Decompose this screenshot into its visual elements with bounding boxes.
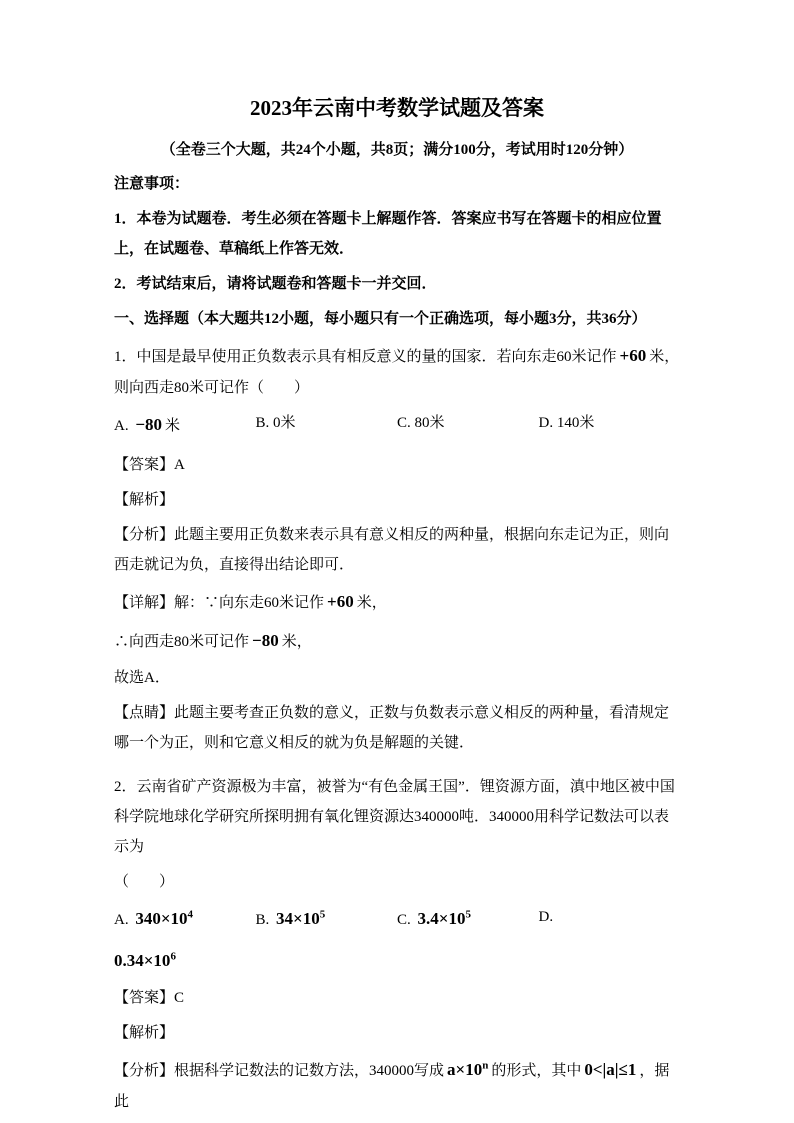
q1-option-b: B. 0米: [255, 415, 296, 431]
q1-detail-line-2: [114, 624, 680, 658]
notice-header: 注意事项：: [114, 176, 190, 192]
q2-option-b-label: B.: [255, 912, 274, 928]
q2-option-d-exponent: 6: [170, 950, 176, 963]
q2-option-a-exponent: 4: [187, 908, 194, 921]
q1-tip: 【点睛】此题主要考查正负数的意义，正数与负数表示意义相反的两种量，看清规定哪一个为正，则和它意义相反的就为负是解题的关键．: [114, 705, 670, 751]
q1-option-d: D. 140米: [538, 415, 595, 431]
q2-analysis-text-3: ，据此: [114, 1063, 670, 1110]
q1-option-a-formula: −80: [135, 415, 163, 434]
q2-answer: 【答案】C: [114, 990, 185, 1006]
q1-stem-text-2: 米，则向西走80米可记作（ ）: [114, 349, 680, 396]
question-1-stem: [114, 339, 680, 403]
q2-analysis-label: 【解析】: [114, 1025, 175, 1041]
q1-detail-text-3: ∴向西走80米可记作: [114, 634, 250, 650]
q1-detail-text-1: 【详解】解：∵向东走60米记作: [114, 595, 325, 611]
q2-analysis-formula-sci-notation: [447, 1060, 488, 1079]
q2-option-d-base: 0.34×10: [114, 951, 171, 970]
q1-option-a-unit: 米: [165, 418, 181, 434]
q2-stem-parentheses: （ ）: [114, 874, 175, 890]
q1-answer: 【答案】A: [114, 457, 185, 473]
q1-detail-line-1: [114, 585, 680, 619]
q2-option-a-formula: [135, 909, 193, 928]
question-2-stem: 2．云南省矿产资源极为丰富，被誉为“有色金属王国”．锂资源方面，滇中地区被中国科学院地球化学研究所探明拥有氧化锂资源达340000吨．340000用科学记数法可以表示为: [114, 779, 675, 855]
q2-option-d-value-line: [114, 944, 680, 978]
q2-analysis-text-1: 【分析】根据科学记数法的记数方法，340000写成: [114, 1063, 445, 1079]
q1-option-c: C. 80米: [397, 415, 445, 431]
q1-detail-text-2: 米，: [356, 595, 387, 611]
q1-options-row: [114, 408, 680, 442]
document-subtitle: （全卷三个大题，共24个小题，共8页；满分100分，考试用时120分钟）: [160, 142, 634, 158]
notice-item-1: 1．本卷为试题卷．考生必须在答题卡上解题作答．答案应书写在答题卡的相应位置上，在试题卷、草稿纸上作答无效．: [114, 211, 662, 257]
q1-detail-formula-minus-80: −80: [252, 631, 279, 650]
q2-analysis-formula-range: 0<|a|≤1: [584, 1060, 637, 1079]
q2-option-c-base: 3.4×10: [417, 909, 466, 928]
q2-option-b: [256, 902, 398, 936]
q1-option-a: [114, 408, 256, 442]
q2-option-c-label: C.: [397, 912, 415, 928]
q2-option-c-exponent: 5: [465, 908, 471, 921]
q2-analysis-text-2: 的形式，其中: [491, 1063, 582, 1079]
q2-option-a-label: A.: [114, 912, 133, 928]
q2-option-d-label-cell: [539, 902, 681, 936]
q1-option-a-label: A.: [114, 418, 133, 434]
q2-analysis-formula-exponent: n: [482, 1059, 489, 1072]
q1-detail-conclusion: 故选A．: [114, 670, 170, 686]
section-1-heading: 一、选择题（本大题共12小题，每小题只有一个正确选项，每小题3分，共36分）: [114, 311, 647, 327]
q2-option-c: [397, 902, 539, 936]
document-title: 2023年云南中考数学试题及答案: [250, 96, 544, 120]
q2-option-b-exponent: 5: [319, 908, 326, 921]
q2-option-d-label: D.: [538, 909, 554, 925]
q1-analysis-label: 【解析】: [114, 492, 175, 508]
q1-detail-formula-plus-60: +60: [327, 592, 354, 611]
q2-option-a-base: 340×10: [135, 909, 188, 928]
q2-option-b-base: 34×10: [276, 909, 320, 928]
q2-option-b-formula: [276, 909, 325, 928]
notice-item-2: 2．考试结束后，请将试题卷和答题卡一并交回．: [114, 276, 437, 292]
q2-analysis: [114, 1053, 680, 1117]
q2-options-row: [114, 902, 680, 936]
q2-analysis-formula-base: a×10: [447, 1060, 483, 1079]
q2-option-d-formula: [114, 951, 176, 970]
q2-option-a: [114, 902, 256, 936]
q2-option-c-formula: [418, 909, 471, 928]
q1-formula-plus-60: +60: [619, 346, 647, 365]
q1-detail-text-4: 米，: [281, 634, 312, 650]
q1-stem-text-1: 1．中国是最早使用正负数表示具有相反意义的量的国家．若向东走60米记作: [114, 349, 617, 365]
q1-analysis: 【分析】此题主要用正负数来表示具有意义相反的两种量，根据向东走记为正，则向西走就记为负，直接得出结论即可．: [114, 527, 670, 573]
